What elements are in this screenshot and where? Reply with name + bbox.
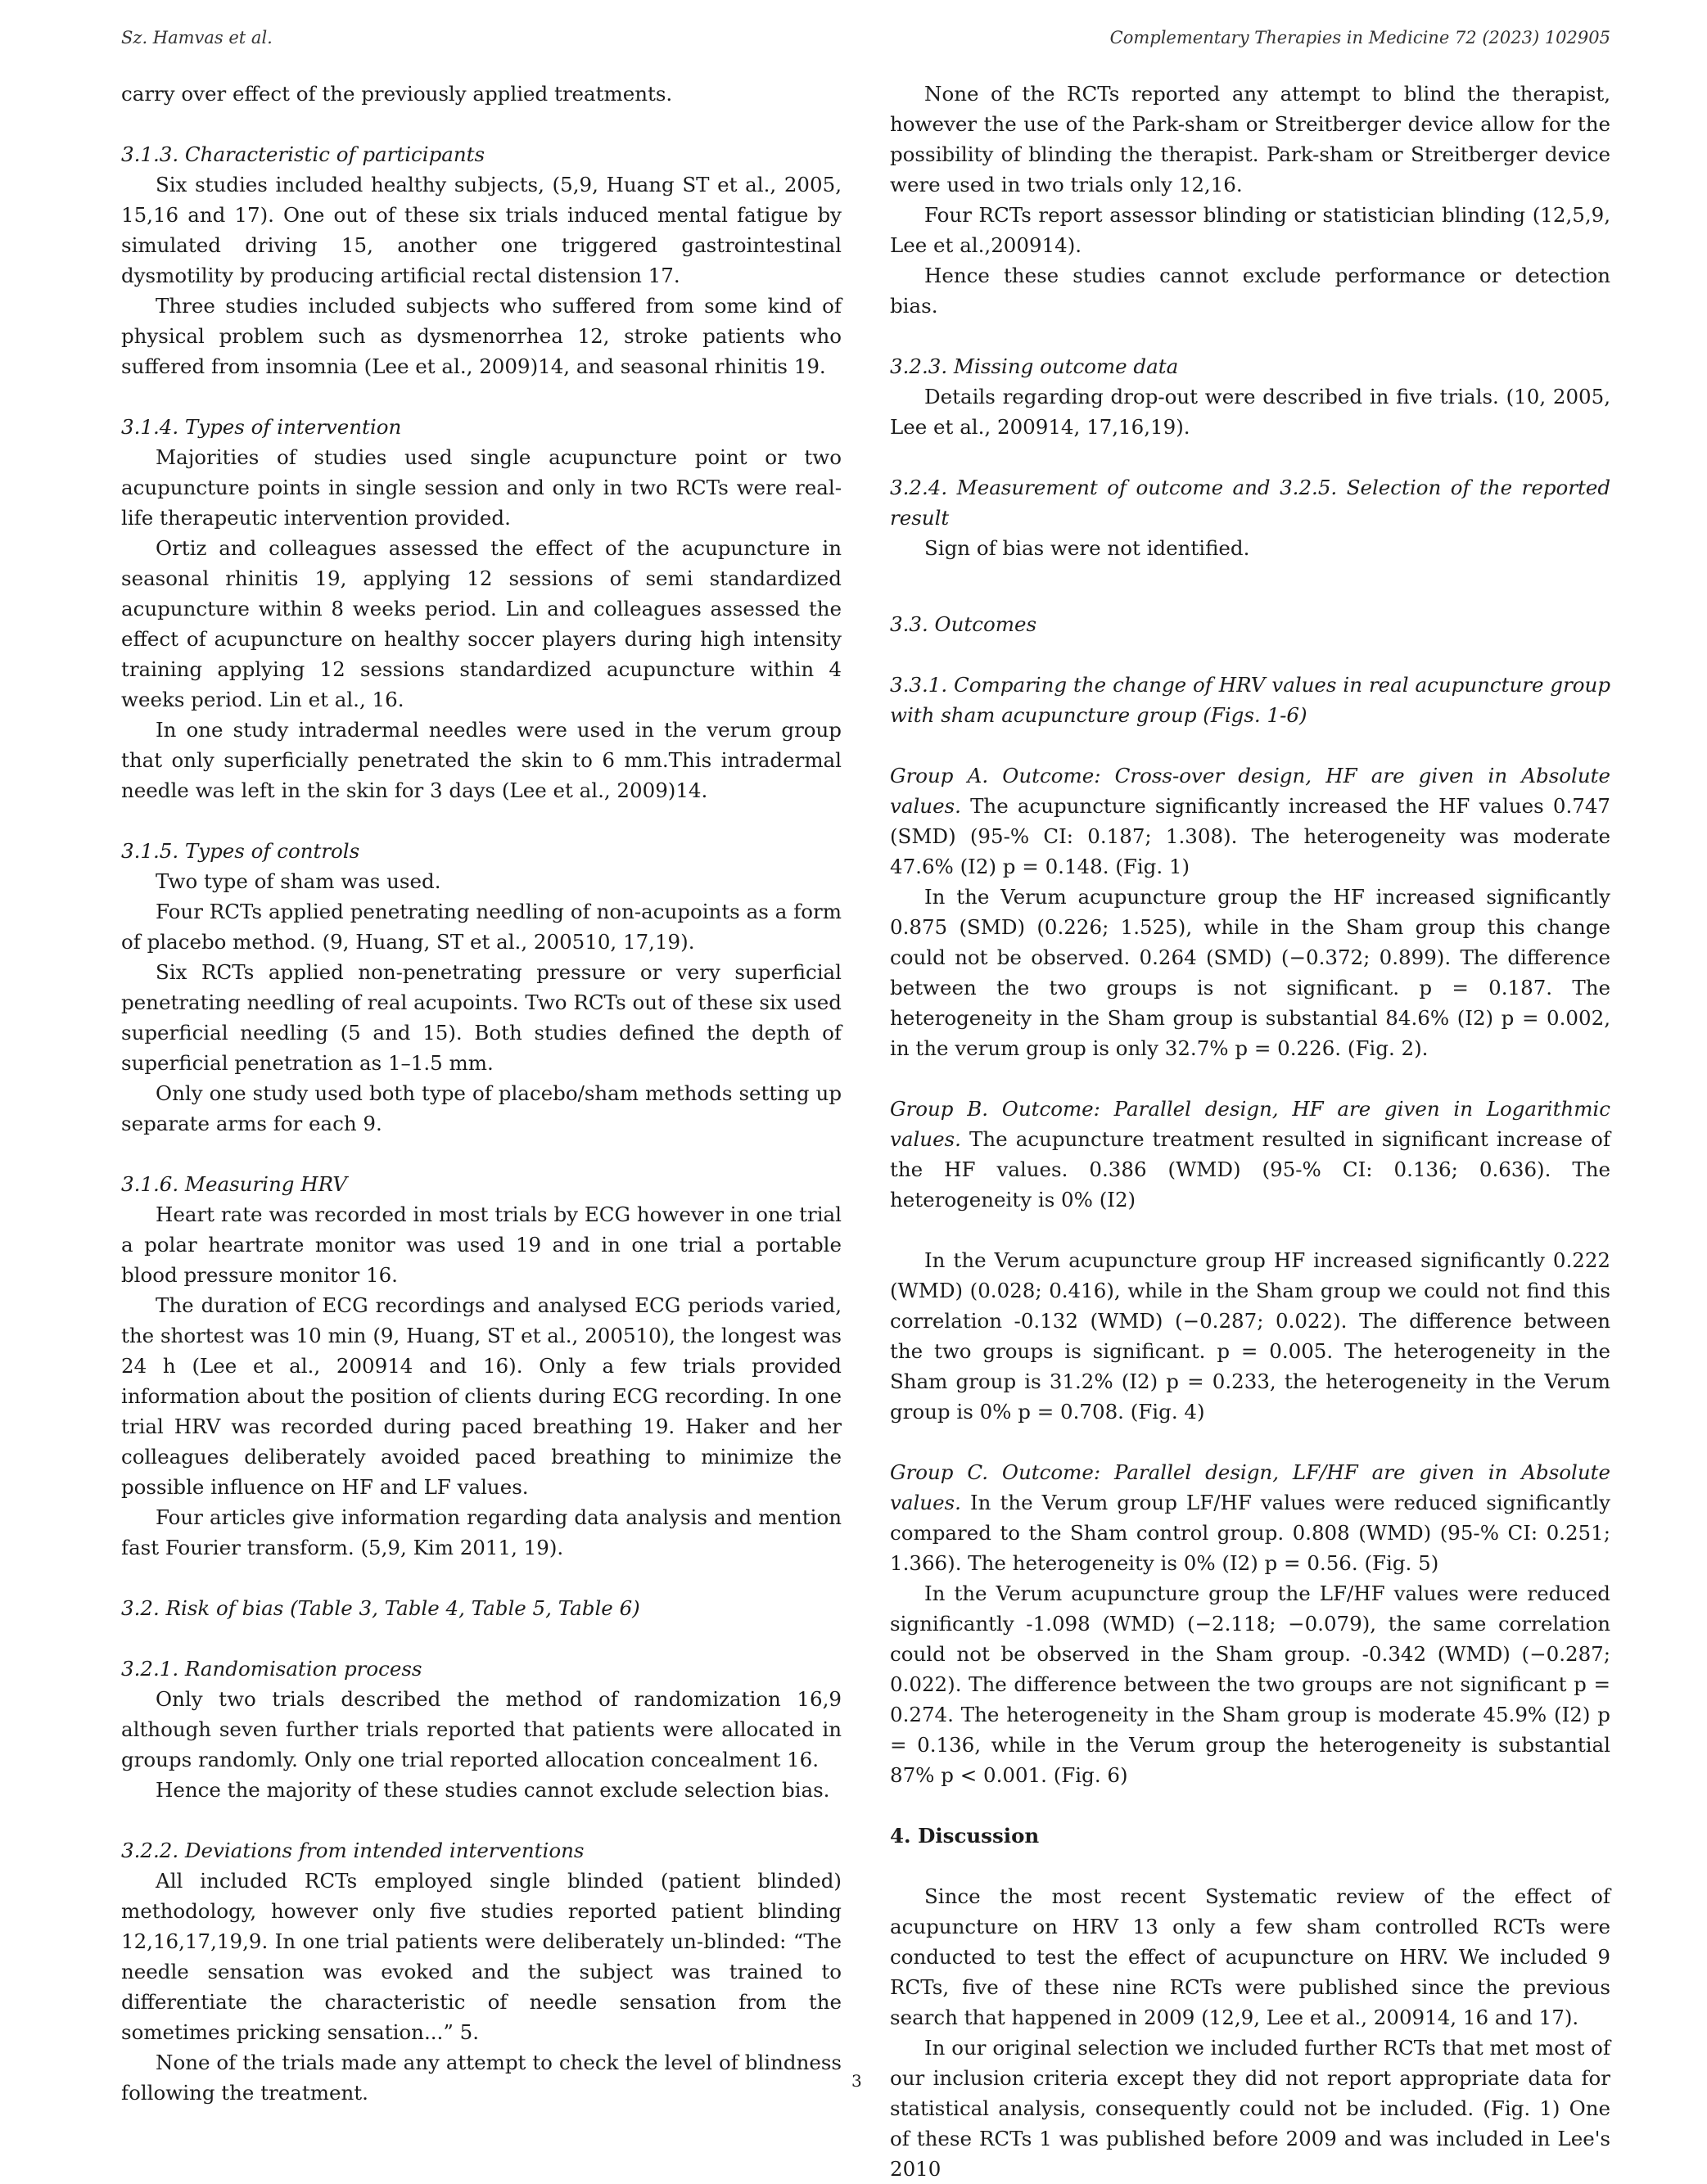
paragraph: carry over effect of the previously applied treatments. xyxy=(121,82,673,106)
section-heading: 3.2.1. Randomisation process xyxy=(121,1657,422,1681)
paragraph: Four RCTs applied penetrating needling of non-acupoints as a form of placebo method. (9, Huang, ST et al., 200510, 17,19). xyxy=(121,900,842,954)
paragraph: Hence these studies cannot exclude performance or detection bias. xyxy=(890,264,1610,318)
paragraph: Details regarding drop-out were described in five trials. (10, 2005, Lee et al., 200914, 17,16,19). xyxy=(890,385,1610,439)
section-heading: 3.1.5. Types of controls xyxy=(121,839,360,863)
group-b-lead: Group B. Outcome: Parallel design, HF are given in Logarithmic values. xyxy=(890,1097,1610,1151)
paragraph: Since the most recent Systematic review of the effect of acupuncture on HRV 13 only a few sham controlled RCTs were conducted to test the effect of acupuncture on HRV. We included 9 RCTs, five of these nine RCTs were published since the previous search that happened in 2009 (12,9, Lee et al., 200914, 16 and 17). xyxy=(890,1884,1610,2029)
paragraph: Four articles give information regarding data analysis and mention fast Fourier transform. (5,9, Kim 2011, 19). xyxy=(121,1505,842,1559)
paragraph: Four RCTs report assessor blinding or statistician blinding (12,5,9, Lee et al.,200914). xyxy=(890,203,1610,257)
paragraph xyxy=(890,1094,1610,1215)
paragraph: Heart rate was recorded in most trials by ECG however in one trial a polar heartrate monitor was used 19 and in one trial a portable blood pressure monitor 16. xyxy=(121,1203,842,1287)
paragraph: Two type of sham was used. xyxy=(156,869,441,893)
paragraph: Three studies included subjects who suffered from some kind of physical problem such as dysmenorrhea 12, stroke patients who suffered from insomnia (Lee et al., 2009)14, and seasonal rhinitis 19. xyxy=(121,294,842,378)
section-heading: 3.1.3. Characteristic of participants xyxy=(121,142,485,166)
right-column xyxy=(890,79,1610,2184)
paragraph: Only two trials described the method of randomization 16,9 although seven further trials reported that patients were allocated in groups randomly. Only one trial reported allocation concealment 16. xyxy=(121,1687,842,1771)
paragraph xyxy=(890,760,1610,882)
page-number: 3 xyxy=(851,2071,862,2091)
paragraph: Six RCTs applied non-penetrating pressure or very superficial penetrating needling of real acupoints. Two RCTs out of these six used superficial needling (5 and 15). Both studies defined the depth of superficial penetration as 1–1.5 mm. xyxy=(121,960,842,1075)
group-b-text: The acupuncture treatment resulted in significant increase of the HF values. 0.386 (WMD) (95-% CI: 0.136; 0.636). The heterogeneity is 0% (I2) xyxy=(890,1127,1610,1212)
paragraph: In one study intradermal needles were used in the verum group that only superficially penetrated the skin to 6 mm.This intradermal needle was left in the skin for 3 days (Lee et al., 2009)14. xyxy=(121,718,842,802)
paragraph: In our original selection we included further RCTs that met most of our inclusion criteria except they did not report appropriate data for statistical analysis, consequently could not be included. (Fig. 1) One of these RCTs 1 was published before 2009 and was included in Lee's 2010 xyxy=(890,2036,1610,2181)
paragraph: In the Verum acupuncture group the HF increased significantly 0.875 (SMD) (0.226; 1.525), while in the Sham group this change could not be observed. 0.264 (SMD) (−0.372; 0.899). The difference between the two groups is not significant. p = 0.187. The heterogeneity in the Sham group is substantial 84.6% (I2) p = 0.002, in the verum group is only 32.7% p = 0.226. (Fig. 2). xyxy=(890,885,1610,1060)
section-heading: 3.1.4. Types of intervention xyxy=(121,415,402,439)
section-heading: 3.2. Risk of bias (Table 3, Table 4, Table 5, Table 6) xyxy=(121,1596,640,1620)
section-heading: 3.3.1. Comparing the change of HRV values in real acupuncture group with sham acupuncture group (Figs. 1-6) xyxy=(890,673,1610,727)
paragraph: None of the trials made any attempt to check the level of blindness following the treatment. xyxy=(121,2051,842,2105)
section-heading: 4. Discussion xyxy=(890,1824,1040,1848)
running-head-authors: Sz. Hamvas et al. xyxy=(121,28,273,47)
paragraph: Six studies included healthy subjects, (5,9, Huang ST et al., 2005, 15,16 and 17). One out of these six trials induced mental fatigue by simulated driving 15, another one triggered gastrointestinal dysmotility by producing artificial rectal distension 17. xyxy=(121,173,842,287)
paragraph: Hence the majority of these studies cannot exclude selection bias. xyxy=(156,1778,830,1802)
group-a-lead: Group A. Outcome: Cross-over design, HF are given in Absolute values. xyxy=(890,764,1610,818)
section-heading: 3.2.4. Measurement of outcome and 3.2.5. Selection of the reported result xyxy=(890,476,1610,530)
paragraph: The duration of ECG recordings and analysed ECG periods varied, the shortest was 10 min (9, Huang, ST et al., 200510), the longest was 24 h (Lee et al., 200914 and 16). Only a few trials provided information about the position of clients during ECG recording. In one trial HRV was recorded during paced breathing 19. Haker and her colleagues deliberately avoided paced breathing to minimize the possible influence on HF and LF values. xyxy=(121,1293,842,1499)
paragraph: In the Verum acupuncture group the LF/HF values were reduced significantly -1.098 (WMD) (−2.118; −0.079), the same correlation could not be observed in the Sham group. -0.342 (WMD) (−0.287; 0.022). The difference between the two groups are not significant p = 0.274. The heterogeneity in the Sham group is moderate 45.9% (I2) p = 0.136, while in the Verum group the heterogeneity is substantial 87% p < 0.001. (Fig. 6) xyxy=(890,1582,1610,1787)
paragraph: None of the RCTs reported any attempt to blind the therapist, however the use of the Park-sham or Streitberger device allow for the possibility of blinding the therapist. Park-sham or Streitberger device were used in two trials only 12,16. xyxy=(890,82,1610,196)
group-c-text: In the Verum group LF/HF values were reduced significantly compared to the Sham control group. 0.808 (WMD) (95-% CI: 0.251; 1.366). The heterogeneity is 0% (I2) p = 0.56. (Fig. 5) xyxy=(890,1491,1610,1575)
paragraph: Sign of bias were not identified. xyxy=(924,536,1250,560)
paragraph: Majorities of studies used single acupuncture point or two acupuncture points in single session and only in two RCTs were real-life therapeutic intervention provided. xyxy=(121,445,842,530)
group-a-text: The acupuncture significantly increased the HF values 0.747 (SMD) (95-% CI: 0.187; 1.308). The heterogeneity was moderate 47.6% (I2) p = 0.148. (Fig. 1) xyxy=(890,794,1610,878)
section-heading: 3.2.3. Missing outcome data xyxy=(890,354,1179,378)
paragraph: Only one study used both type of placebo/sham methods setting up separate arms for each 9. xyxy=(121,1081,842,1135)
section-heading: 3.1.6. Measuring HRV xyxy=(121,1172,347,1196)
group-c-lead: Group C. Outcome: Parallel design, LF/HF are given in Absolute values. xyxy=(890,1460,1610,1514)
section-heading: 3.3. Outcomes xyxy=(890,612,1037,636)
paragraph xyxy=(890,1457,1610,1578)
paragraph: In the Verum acupuncture group HF increased significantly 0.222 (WMD) (0.028; 0.416), while in the Sham group we could not find this correlation -0.132 (WMD) (−0.287; 0.022). The difference between the two groups is significant. p = 0.005. The heterogeneity in the Sham group is 31.2% (I2) p = 0.233, the heterogeneity in the Verum group is 0% p = 0.708. (Fig. 4) xyxy=(890,1248,1610,1424)
paragraph: Ortiz and colleagues assessed the effect of the acupuncture in seasonal rhinitis 19, applying 12 sessions of semi standardized acupuncture within 8 weeks period. Lin and colleagues assessed the effect of acupuncture on healthy soccer players during high intensity training applying 12 sessions standardized acupuncture within 4 weeks period. Lin et al., 16. xyxy=(121,536,842,711)
section-heading: 3.2.2. Deviations from intended interventions xyxy=(121,1839,585,1862)
left-column xyxy=(121,79,842,2108)
paragraph: All included RCTs employed single blinded (patient blinded) methodology, however only five studies reported patient blinding 12,16,17,19,9. In one trial patients were deliberately un-blinded: “The needle sensation was evoked and the subject was trained to differentiate the characteristic of needle sensation from the sometimes pricking sensation...” 5. xyxy=(121,1869,842,2044)
running-head-journal: Complementary Therapies in Medicine 72 (2023) 102905 xyxy=(1109,28,1610,47)
